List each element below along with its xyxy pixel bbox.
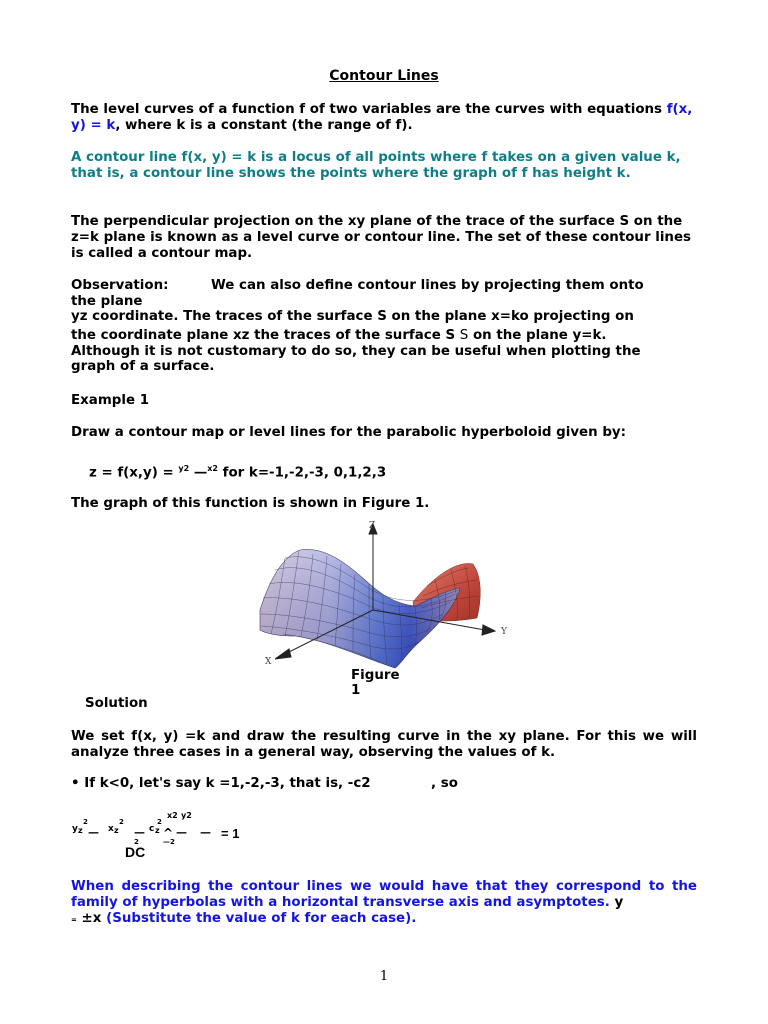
observation-line-4 xyxy=(71,328,606,344)
formula-dc: DC xyxy=(125,844,146,860)
formula-dash-4: — xyxy=(200,826,211,839)
figure-caption-number: 1 xyxy=(351,683,361,698)
conclusion-paragraph xyxy=(71,879,697,928)
observation-line-5: Although it is not customary to do so, they can be useful when plotting the xyxy=(71,344,641,359)
function-equation xyxy=(89,461,386,481)
formula-c-sup: 2 xyxy=(157,818,162,826)
axis-z-label: Z xyxy=(369,521,376,531)
observation-line-4-a: the coordinate plane xz the traces of the surface S xyxy=(71,328,460,343)
formula-c: c xyxy=(149,824,155,834)
formula-x-z: z xyxy=(114,826,119,835)
level-curves-equation: f(x, y) = k xyxy=(71,102,693,133)
example-label: Example 1 xyxy=(71,393,150,408)
conclusion-text: When describing the contour lines we would have that they correspond to the family of hyperbolas with a horizontal transverse axis and asymptotes. xyxy=(71,879,697,910)
formula-y: y xyxy=(72,824,78,834)
level-curves-text-a: The level curves of a function f of two variables are the curves with equations xyxy=(71,102,667,117)
level-curves-text-b: , where k is a constant (the range of f). xyxy=(115,118,413,133)
conclusion-small-equals: = xyxy=(71,916,77,924)
hyperbola-formula xyxy=(72,810,272,862)
formula-dc-sup: 2 xyxy=(134,838,139,846)
formula-y-sup: 2 xyxy=(83,818,88,826)
figure-caption-number-clip xyxy=(351,683,371,698)
observation-line-4-b: on the plane y=k. xyxy=(468,328,607,343)
observation-line-4-s: S xyxy=(459,328,469,343)
formula-neg-2: —2 xyxy=(163,838,175,846)
solution-text: We set f(x, y) =k and draw the resulting curve in the xy plane. For this we will analyze three cases in a general way, observing the values of k. xyxy=(71,729,697,760)
solution-label: Solution xyxy=(85,696,148,711)
formula-equals-one: = 1 xyxy=(221,826,240,841)
page-number: 1 xyxy=(379,969,389,984)
observation-line-3: yz coordinate. The traces of the surface S on the plane x=ko projecting on xyxy=(71,309,634,324)
equation-dash: — xyxy=(189,465,208,481)
paragraph-contour-definition: A contour line f(x, y) = k is a locus of all points where f takes on a given value k, that is, a contour line shows the points where the graph of f has height k. xyxy=(71,150,681,181)
example-text: Draw a contour map or level lines for the parabolic hyperboloid given by: xyxy=(71,425,627,440)
formula-top-y2: y2 xyxy=(181,811,192,820)
formula-x: x xyxy=(108,824,114,834)
paragraph-projection: The perpendicular projection on the xy plane of the trace of the surface S on the z=k plane is known as a level curve or contour line. The set of these contour lines is called a contour map. xyxy=(71,214,691,261)
case-negative-k: • If k<0, let's say k =1,-2,-3, that is, -c2 xyxy=(71,776,371,791)
graph-note: The graph of this function is shown in Figure 1. xyxy=(71,496,430,511)
observation-label: Observation: xyxy=(71,278,169,293)
axis-y-label: Y xyxy=(501,627,507,637)
formula-c-z: z xyxy=(155,826,160,835)
observation-line-2: the plane xyxy=(71,294,143,309)
formula-dash-3: — xyxy=(176,826,187,839)
conclusion-plus-minus-x: ±x xyxy=(76,911,102,926)
observation-line-6: graph of a surface. xyxy=(71,359,215,374)
equation-rest: for k=-1,-2,-3, 0,1,2,3 xyxy=(217,465,387,481)
formula-dash-1: — xyxy=(88,826,99,839)
conclusion-y: y xyxy=(609,895,624,910)
equation-x-exponent: x2 xyxy=(207,464,218,473)
saddle-surface-figure xyxy=(255,518,525,670)
paragraph-level-curves xyxy=(71,102,697,134)
formula-dash-2: — xyxy=(134,826,145,839)
observation-line-1: We can also define contour lines by projecting them onto xyxy=(211,278,644,293)
axis-x-label: X xyxy=(265,657,272,667)
formula-caret: ^ xyxy=(163,826,174,840)
formula-y-z: z xyxy=(78,826,83,835)
figure-caption: Figure xyxy=(351,668,400,683)
formula-top-x2: x2 xyxy=(167,811,178,820)
equation-lhs: z = f(x,y) = xyxy=(89,465,179,481)
conclusion-paren: (Substitute the value of k for each case). xyxy=(101,911,417,926)
equation-y-exponent: y2 xyxy=(178,464,190,473)
page-title: Contour Lines xyxy=(329,68,439,84)
formula-x-sup: 2 xyxy=(119,818,124,826)
case-negative-k-tail: , so xyxy=(431,776,458,791)
